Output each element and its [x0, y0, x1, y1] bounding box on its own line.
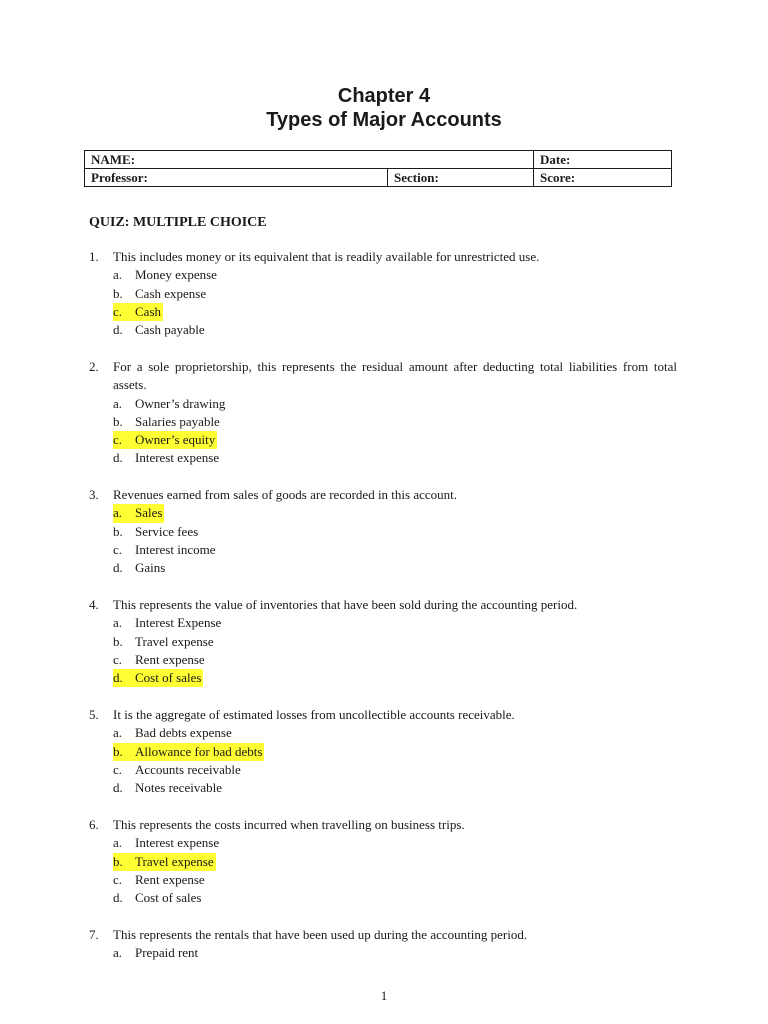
chapter-title: Types of Major Accounts	[266, 109, 502, 131]
option-content	[113, 541, 216, 559]
option-letter: d.	[113, 322, 123, 338]
option-text: Rent expense	[135, 651, 205, 667]
answer-option	[113, 761, 677, 779]
option-letter: a.	[113, 395, 123, 411]
chapter-heading: Chapter 4	[337, 85, 431, 107]
option-text: Interest expense	[135, 835, 220, 851]
score-cell: Score:	[534, 169, 672, 187]
option-text: Cash	[135, 303, 161, 319]
answer-option	[113, 504, 677, 522]
option-letter: a.	[113, 267, 123, 283]
question-number: 7.	[89, 927, 99, 942]
option-text: Bad debts expense	[135, 725, 232, 741]
question-line	[89, 486, 677, 504]
question-text: Revenues earned from sales of goods are recorded in this account.	[113, 487, 458, 502]
option-text: Owner’s equity	[135, 432, 216, 448]
option-content	[113, 285, 206, 303]
quiz-heading: QUIZ: MULTIPLE CHOICE	[89, 215, 267, 230]
question-text: It is the aggregate of estimated losses from uncollectible accounts receivable.	[113, 707, 515, 722]
option-letter: d.	[113, 890, 123, 906]
question-line	[89, 596, 677, 614]
option-text: Interest income	[135, 541, 216, 557]
answer-option	[113, 779, 677, 797]
option-text: Owner’s drawing	[135, 395, 226, 411]
option-text: Interest Expense	[135, 615, 222, 631]
option-content	[113, 834, 219, 852]
option-letter: c.	[113, 303, 123, 319]
option-letter: b.	[113, 743, 123, 759]
answer-option	[113, 413, 677, 431]
question-text: This represents the costs incurred when travelling on business trips.	[113, 817, 465, 832]
question-4	[89, 596, 677, 687]
option-content	[113, 449, 219, 467]
question-number: 2.	[89, 359, 99, 374]
question-number: 6.	[89, 817, 99, 832]
option-text: Service fees	[135, 523, 199, 539]
answer-option	[113, 944, 677, 962]
option-letter: b.	[113, 853, 123, 869]
question-number: 5.	[89, 707, 99, 722]
option-text: Rent expense	[135, 871, 205, 887]
option-letter: a.	[113, 835, 123, 851]
option-letter: d.	[113, 560, 123, 576]
option-letter: b.	[113, 523, 123, 539]
option-content	[113, 559, 165, 577]
question-1	[89, 248, 677, 339]
question-line	[89, 816, 677, 834]
question-number: 1.	[89, 249, 99, 264]
option-letter: c.	[113, 761, 123, 777]
question-3	[89, 486, 677, 577]
answer-option	[113, 834, 677, 852]
option-text: Money expense	[135, 267, 217, 283]
option-letter: d.	[113, 450, 123, 466]
option-text: Allowance for bad debts	[135, 743, 263, 759]
info-row-professor	[85, 169, 672, 187]
question-line	[89, 926, 677, 944]
answer-option	[113, 743, 677, 761]
highlighted-answer	[113, 431, 217, 449]
option-text: Travel expense	[135, 853, 214, 869]
option-letter: a.	[113, 505, 123, 521]
option-text: Cost of sales	[135, 670, 202, 686]
info-row-name	[85, 151, 672, 169]
option-letter: a.	[113, 725, 123, 741]
option-text: Salaries payable	[135, 413, 220, 429]
option-content	[113, 266, 217, 284]
highlighted-answer	[113, 743, 264, 761]
option-text: Accounts receivable	[135, 761, 241, 777]
question-text: For a sole proprietorship, this represents the residual amount after deducting total liabilities from total assets.	[113, 359, 677, 393]
answer-option	[113, 303, 677, 321]
option-text: Sales	[135, 505, 163, 521]
answer-option	[113, 651, 677, 669]
option-content	[113, 779, 222, 797]
question-6	[89, 816, 677, 907]
answer-option	[113, 669, 677, 687]
name-cell: NAME:	[85, 151, 534, 169]
answer-option	[113, 266, 677, 284]
page-number: 1	[380, 988, 388, 1003]
option-letter: c.	[113, 432, 123, 448]
answer-option	[113, 285, 677, 303]
option-letter: b.	[113, 413, 123, 429]
option-letter: c.	[113, 651, 123, 667]
option-text: Cash expense	[135, 285, 207, 301]
option-content	[113, 944, 198, 962]
option-text: Prepaid rent	[135, 945, 199, 961]
option-letter: b.	[113, 633, 123, 649]
option-letter: d.	[113, 780, 123, 796]
option-content	[113, 633, 214, 651]
answer-option	[113, 559, 677, 577]
highlighted-answer	[113, 504, 164, 522]
option-content	[113, 523, 198, 541]
question-line	[89, 706, 677, 724]
section-cell: Section:	[388, 169, 534, 187]
answer-option	[113, 523, 677, 541]
option-content	[113, 395, 225, 413]
question-text: This represents the rentals that have been used up during the accounting period.	[113, 927, 528, 942]
answer-option	[113, 633, 677, 651]
question-line	[89, 248, 677, 266]
option-content	[113, 871, 205, 889]
answer-option	[113, 871, 677, 889]
option-letter: c.	[113, 871, 123, 887]
answer-option	[113, 449, 677, 467]
option-text: Gains	[135, 560, 166, 576]
answer-option	[113, 541, 677, 559]
option-content	[113, 413, 220, 431]
option-text: Cost of sales	[135, 890, 202, 906]
date-cell: Date:	[534, 151, 672, 169]
option-text: Interest expense	[135, 450, 220, 466]
option-letter: c.	[113, 541, 123, 557]
student-info-table	[84, 150, 672, 187]
question-2	[89, 358, 677, 468]
highlighted-answer	[113, 303, 163, 321]
option-content	[113, 651, 205, 669]
question-number: 3.	[89, 487, 99, 502]
question-5	[89, 706, 677, 797]
highlighted-answer	[113, 669, 203, 687]
option-content	[113, 321, 205, 339]
question-7	[89, 926, 677, 963]
option-content	[113, 889, 201, 907]
option-content	[113, 761, 241, 779]
question-number: 4.	[89, 597, 99, 612]
option-letter: b.	[113, 285, 123, 301]
option-text: Notes receivable	[135, 780, 222, 796]
professor-cell: Professor:	[85, 169, 388, 187]
answer-option	[113, 853, 677, 871]
option-letter: a.	[113, 615, 123, 631]
answer-option	[113, 395, 677, 413]
answer-option	[113, 431, 677, 449]
answer-option	[113, 614, 677, 632]
option-content	[113, 614, 221, 632]
highlighted-answer	[113, 853, 216, 871]
question-line	[89, 358, 677, 395]
option-content	[113, 724, 232, 742]
answer-option	[113, 321, 677, 339]
question-text: This includes money or its equivalent that is readily available for unrestricted use.	[113, 249, 540, 264]
option-letter: d.	[113, 670, 123, 686]
answer-option	[113, 724, 677, 742]
answer-option	[113, 889, 677, 907]
option-letter: a.	[113, 945, 123, 961]
option-text: Travel expense	[135, 633, 214, 649]
question-text: This represents the value of inventories that have been sold during the accounting period.	[113, 597, 578, 612]
option-text: Cash payable	[135, 322, 205, 338]
